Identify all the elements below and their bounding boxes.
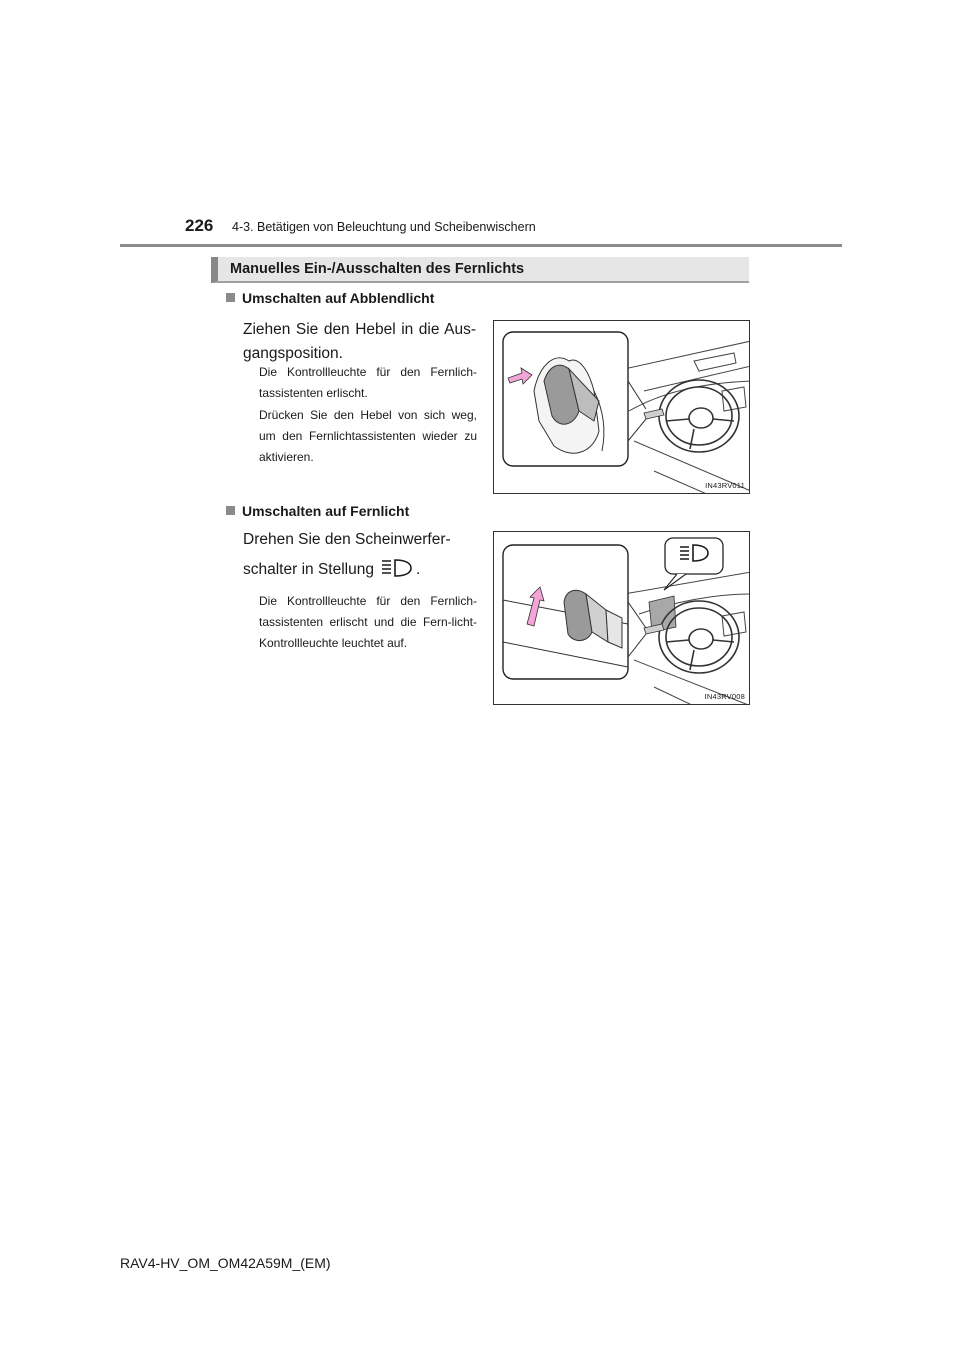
header-divider <box>120 244 842 247</box>
subheading-low-beam-label: Umschalten auf Abblendlicht <box>242 290 435 306</box>
note-low-beam-1: Die Kontrollleuchte für den Fernlich-tassistenten erlischt. <box>259 365 477 400</box>
instruction-high-beam-line2 <box>243 558 476 582</box>
figure-code-low-beam: IN43RV011 <box>705 481 745 490</box>
section-heading-bar <box>211 257 749 283</box>
lever-pull-illustration <box>494 321 750 494</box>
subheading-low-beam <box>226 290 434 306</box>
document-code: RAV4-HV_OM_OM42A59M_(EM) <box>120 1255 331 1271</box>
instruction-high-beam-end: . <box>415 561 421 578</box>
square-bullet-icon <box>226 506 235 515</box>
section-title: Manuelles Ein-/Ausschalten des Fernlichts <box>230 261 525 277</box>
lever-rotate-illustration <box>494 532 750 705</box>
figure-low-beam <box>493 320 750 494</box>
high-beam-icon <box>380 558 414 578</box>
subheading-high-beam <box>226 503 409 519</box>
instruction-high-beam-part1: Drehen Sie den Scheinwerfer- <box>243 531 451 548</box>
instruction-low-beam: Ziehen Sie den Hebel in die Aus-gangsposition. <box>243 321 476 362</box>
chapter-title: 4-3. Betätigen von Beleuchtung und Scheibenwischern <box>232 220 536 234</box>
instruction-high-beam-line1 <box>243 528 476 552</box>
subheading-high-beam-label: Umschalten auf Fernlicht <box>242 503 410 519</box>
figure-high-beam <box>493 531 750 705</box>
square-bullet-icon <box>226 293 235 302</box>
note-low-beam-2: Drücken Sie den Hebel von sich weg, um den Fernlichtassistenten wieder zu aktivieren. <box>259 408 477 464</box>
figure-code-high-beam: IN43RV008 <box>704 692 745 701</box>
instruction-high-beam-part2: schalter in Stellung <box>243 561 374 578</box>
page-number: 226 <box>185 216 214 235</box>
note-high-beam: Die Kontrollleuchte für den Fernlich-tassistenten erlischt und die Fern-licht-Kontrollleuchte leuchtet auf. <box>259 594 477 650</box>
